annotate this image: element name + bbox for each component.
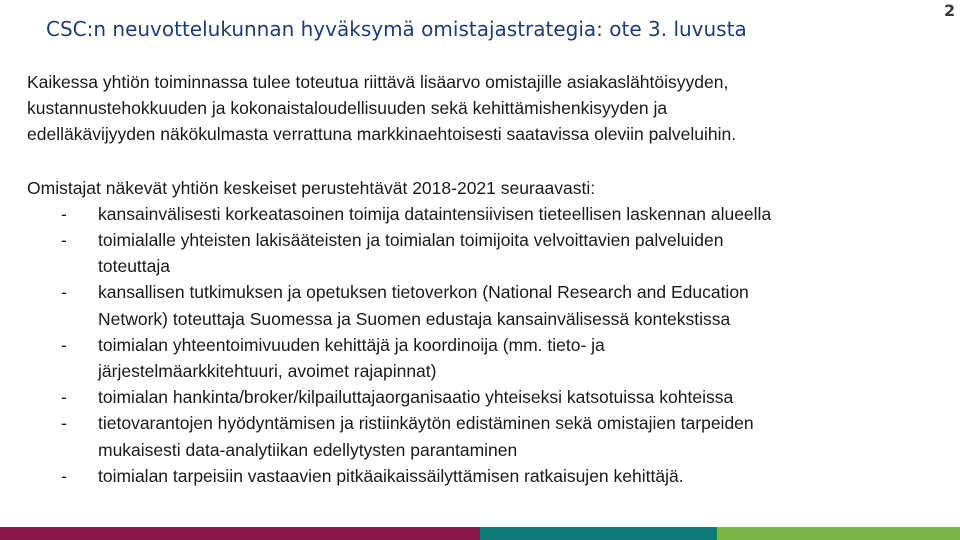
intro-paragraph	[27, 69, 932, 148]
intro-line: Kaikessa yhtiön toiminnassa tulee toteutua riittävä lisäarvo omistajille asiakaslähtöisyyden,	[27, 72, 729, 92]
task-list-item	[27, 227, 932, 279]
slide-title: CSC:n neuvottelukunnan hyväksymä omistajastrategia: ote 3. luvusta	[46, 17, 747, 41]
task-text-line: järjestelmäarkkitehtuuri, avoimet rajapinnat)	[98, 361, 437, 382]
task-list-item	[27, 332, 932, 384]
bullet-dash: -	[61, 387, 67, 408]
task-list-item	[27, 384, 932, 410]
task-text-line: kansainvälisesti korkeatasoinen toimija dataintensiivisen tieteellisen laskennan alueella	[98, 203, 772, 224]
task-text-line: toimialalle yhteisten lakisääteisten ja toimialan toimijoita velvoittavien palveluiden	[98, 230, 724, 251]
intro-line: kustannustehokkuuden ja kokonaistaloudellisuuden sekä kehittämishenkisyyden ja	[27, 98, 668, 119]
bullet-dash: -	[61, 465, 67, 486]
bullet-dash: -	[61, 334, 67, 355]
task-text-line: Network) toteuttaja Suomessa ja Suomen edustaja kansainvälisessä kontekstissa	[98, 308, 731, 329]
task-list-item	[27, 410, 932, 462]
slide-content	[27, 69, 932, 489]
color-bar-segment-maroon	[0, 527, 480, 540]
paragraph-spacer	[27, 148, 932, 175]
bullet-dash: -	[61, 413, 67, 434]
tasks-heading: Omistajat näkevät yhtiön keskeiset perustehtävät 2018-2021 seuraavasti:	[27, 177, 596, 198]
bullet-dash: -	[61, 203, 67, 224]
task-list-item	[27, 201, 932, 227]
intro-line: edelläkävijyyden näkökulmasta verrattuna markkinaehtoisesti saatavissa oleviin palveluihin.	[27, 124, 737, 145]
footer-color-bar	[0, 527, 960, 540]
task-text-line: toteuttaja	[98, 256, 170, 277]
task-text-line: kansallisen tutkimuksen ja opetuksen tietoverkon (National Research and Education	[98, 282, 749, 303]
task-text-line: tietovarantojen hyödyntämisen ja ristiinkäytön edistäminen sekä omistajien tarpeiden	[98, 413, 754, 434]
task-list-item	[27, 279, 932, 331]
bullet-dash: -	[61, 282, 67, 303]
color-bar-segment-green	[717, 527, 960, 540]
tasks-list	[27, 201, 932, 489]
page-number: 2	[944, 1, 956, 20]
color-bar-segment-teal	[480, 527, 717, 540]
bullet-dash: -	[61, 230, 67, 251]
task-list-item	[27, 463, 932, 489]
task-text-line: toimialan tarpeisiin vastaavien pitkäaikaissäilyttämisen ratkaisujen kehittäjä.	[98, 465, 684, 486]
task-text-line: mukaisesti data-analytiikan edellytysten parantaminen	[98, 439, 518, 460]
task-text-line: toimialan yhteentoimivuuden kehittäjä ja koordinoija (mm. tieto- ja	[98, 334, 605, 355]
task-text-line: toimialan hankinta/broker/kilpailuttajaorganisaatio yhteiseksi katsotuissa kohteissa	[98, 387, 734, 408]
